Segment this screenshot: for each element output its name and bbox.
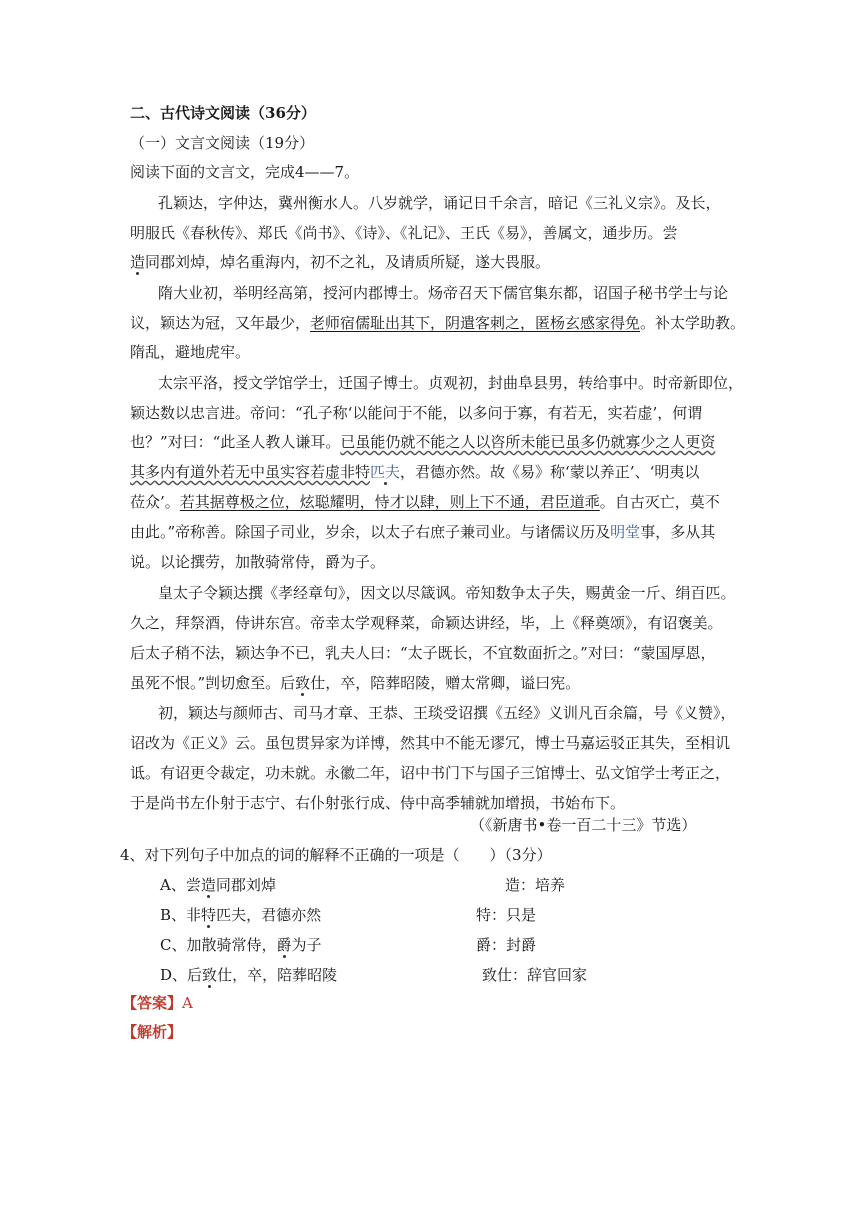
answer-label: 【答案】 bbox=[122, 994, 183, 1012]
emphasis-dot-word: 致 bbox=[295, 674, 311, 692]
passage-text: 虽死不恨。”剀切愈至。后 bbox=[130, 674, 296, 692]
subsection-title: （一）文言文阅读（19分） bbox=[130, 134, 315, 152]
passage-line bbox=[130, 492, 730, 512]
passage-text: 事，多从其 bbox=[640, 523, 716, 541]
option-text: 非 bbox=[186, 906, 202, 924]
option-b bbox=[160, 905, 321, 925]
passage-text: 仕，卒，陪葬昭陵，赠太常卿，谥曰宪。 bbox=[310, 674, 581, 692]
passage-text: 。补太学助教。 bbox=[640, 314, 746, 332]
passage-line: 诏改为《正义》云。虽包贯异家为详博，然其中不能无谬冗，博士马嘉运驳正其失，至相讥 bbox=[130, 734, 731, 752]
source-citation: （《新唐书•卷一百二十三》节选） bbox=[470, 816, 697, 834]
wavy-underlined-sentence: 已虽能仍就不能之人以咨所未能已虽多仍就寡少之人更资 bbox=[340, 433, 716, 451]
option-c bbox=[160, 935, 322, 955]
passage-text: 议，颖达为冠，又年最少， bbox=[130, 314, 311, 332]
answer bbox=[122, 993, 722, 1013]
underlined-sentence: 若其据尊极之位，炫聪耀明，恃才以肆，则上下不通，君臣道乖 bbox=[179, 493, 600, 511]
passage-line bbox=[130, 673, 730, 693]
emphasis-dot-word: 致 bbox=[202, 966, 218, 984]
option-d bbox=[160, 965, 337, 985]
option-a bbox=[160, 875, 276, 895]
option-d-explanation: 致仕：辞官回家 bbox=[482, 966, 588, 984]
passage-line: 说。以论撰劳，加散骑常侍，爵为子。 bbox=[130, 553, 386, 571]
option-label: A、 bbox=[160, 876, 186, 894]
option-text: 后 bbox=[187, 966, 203, 984]
passage-text: ，君德亦然。故《易》称‘蒙以养正’、‘明夷以 bbox=[400, 463, 700, 481]
underlined-sentence: 老师宿儒耻出其下，阴遣客刺之，匿杨玄感家得免 bbox=[310, 314, 641, 332]
option-text: 同郡刘焯 bbox=[215, 876, 276, 894]
question-stem: 4、对下列句子中加点的词的解释不正确的一项是（ ）（3分） bbox=[120, 846, 552, 864]
emphasis-dot-word: 爵 bbox=[276, 936, 292, 954]
passage-line: 于是尚书左仆射于志宁、右仆射张行成、侍中高季辅就加增损，书始布下。 bbox=[130, 794, 626, 812]
wavy-underlined-sentence: 其多内有道外若无中虽实容若虚非特 bbox=[130, 463, 371, 481]
highlighted-word: 匹夫 bbox=[370, 463, 401, 481]
emphasis-dot-word: 造 bbox=[130, 253, 146, 271]
option-label: C、 bbox=[160, 936, 187, 954]
passage-line: 初，颖达与颜师古、司马才章、王恭、王琰受诏撰《五经》义训凡百余篇，号《义赞》， bbox=[158, 704, 736, 722]
passage-line: 诋。有诏更令裁定，功未就。永徽二年，诏中书门下与国子三馆博士、弘文馆学士考正之， bbox=[130, 764, 731, 782]
passage-line: 隋乱，避地虎牢。 bbox=[130, 343, 251, 361]
option-a-explanation: 造：培养 bbox=[505, 876, 566, 894]
answer-value: A bbox=[182, 994, 193, 1012]
section-title: 二、古代诗文阅读（36分） bbox=[130, 104, 316, 122]
passage-line: 久之，拜祭酒，侍讲东宫。帝幸太学观释菜，命颖达讲经，毕，上《释奠颂》，有诏褒美。 bbox=[130, 614, 723, 632]
option-label: B、 bbox=[160, 906, 187, 924]
analysis bbox=[122, 1022, 722, 1042]
option-c-explanation: 爵：封爵 bbox=[476, 936, 537, 954]
passage-line bbox=[130, 252, 730, 272]
passage-text: 也？”对曰：“此圣人教人谦耳。 bbox=[130, 433, 341, 451]
instruction: 阅读下面的文言文，完成4——7。 bbox=[130, 163, 360, 181]
passage-line: 颖达数以忠言进。帝问：“孔子称‘以能问于不能，以多问于寡，有若无，实若虚’，何谓 bbox=[130, 404, 703, 422]
option-text: 为子 bbox=[291, 936, 322, 954]
passage-text: 莅众’。 bbox=[130, 493, 180, 511]
passage-line: 孔颖达，字仲达，冀州衡水人。八岁就学，诵记日千余言，暗记《三礼义宗》。及长， bbox=[158, 194, 721, 212]
passage-line: 后太子稍不法，颖达争不已，乳夫人曰：“太子既长，不宜数面折之。”对曰：“蒙国厚恩， bbox=[130, 644, 716, 662]
analysis-label: 【解析】 bbox=[122, 1023, 183, 1041]
passage-text: 。自古灭亡，莫不 bbox=[599, 493, 720, 511]
option-text: 仕，卒，陪葬昭陵 bbox=[217, 966, 338, 984]
passage-line bbox=[130, 522, 730, 542]
passage-text: 同郡刘焯，焯名重海内，初不之礼，及请质所疑，遂大畏服。 bbox=[145, 253, 551, 271]
emphasis-dot-word: 特 bbox=[201, 906, 217, 924]
passage-line bbox=[130, 462, 730, 482]
highlighted-word: 明堂 bbox=[610, 523, 641, 541]
option-b-explanation: 特：只是 bbox=[476, 906, 537, 924]
option-label: D、 bbox=[160, 966, 188, 984]
passage-line bbox=[130, 432, 730, 452]
option-text: 尝 bbox=[185, 876, 201, 894]
option-text: 加散骑常侍， bbox=[186, 936, 277, 954]
passage-line: 太宗平洛，授文学馆学士，迁国子博士。贞观初，封曲阜县男，转给事中。时帝新即位， bbox=[158, 374, 744, 392]
passage-text: 由此。”帝称善。除国子司业，岁余，以太子右庶子兼司业。与诸儒议历及 bbox=[130, 523, 611, 541]
passage-line: 皇太子令颖达撰《孝经章句》，因文以尽箴讽。帝知数争太子失，赐黄金一斤、绢百匹。 bbox=[158, 584, 736, 602]
emphasis-dot-word: 造 bbox=[200, 876, 216, 894]
passage-line bbox=[130, 313, 746, 333]
option-text: 匹夫，君德亦然 bbox=[216, 906, 322, 924]
passage-line: 隋大业初，举明经高第，授河内郡博士。炀帝召天下儒官集东都，诏国子秘书学士与论 bbox=[158, 284, 729, 302]
passage-line: 明服氏《春秋传》、郑氏《尚书》、《诗》、《礼记》、王氏《易》，善属文，通步历。尝 bbox=[130, 224, 678, 242]
